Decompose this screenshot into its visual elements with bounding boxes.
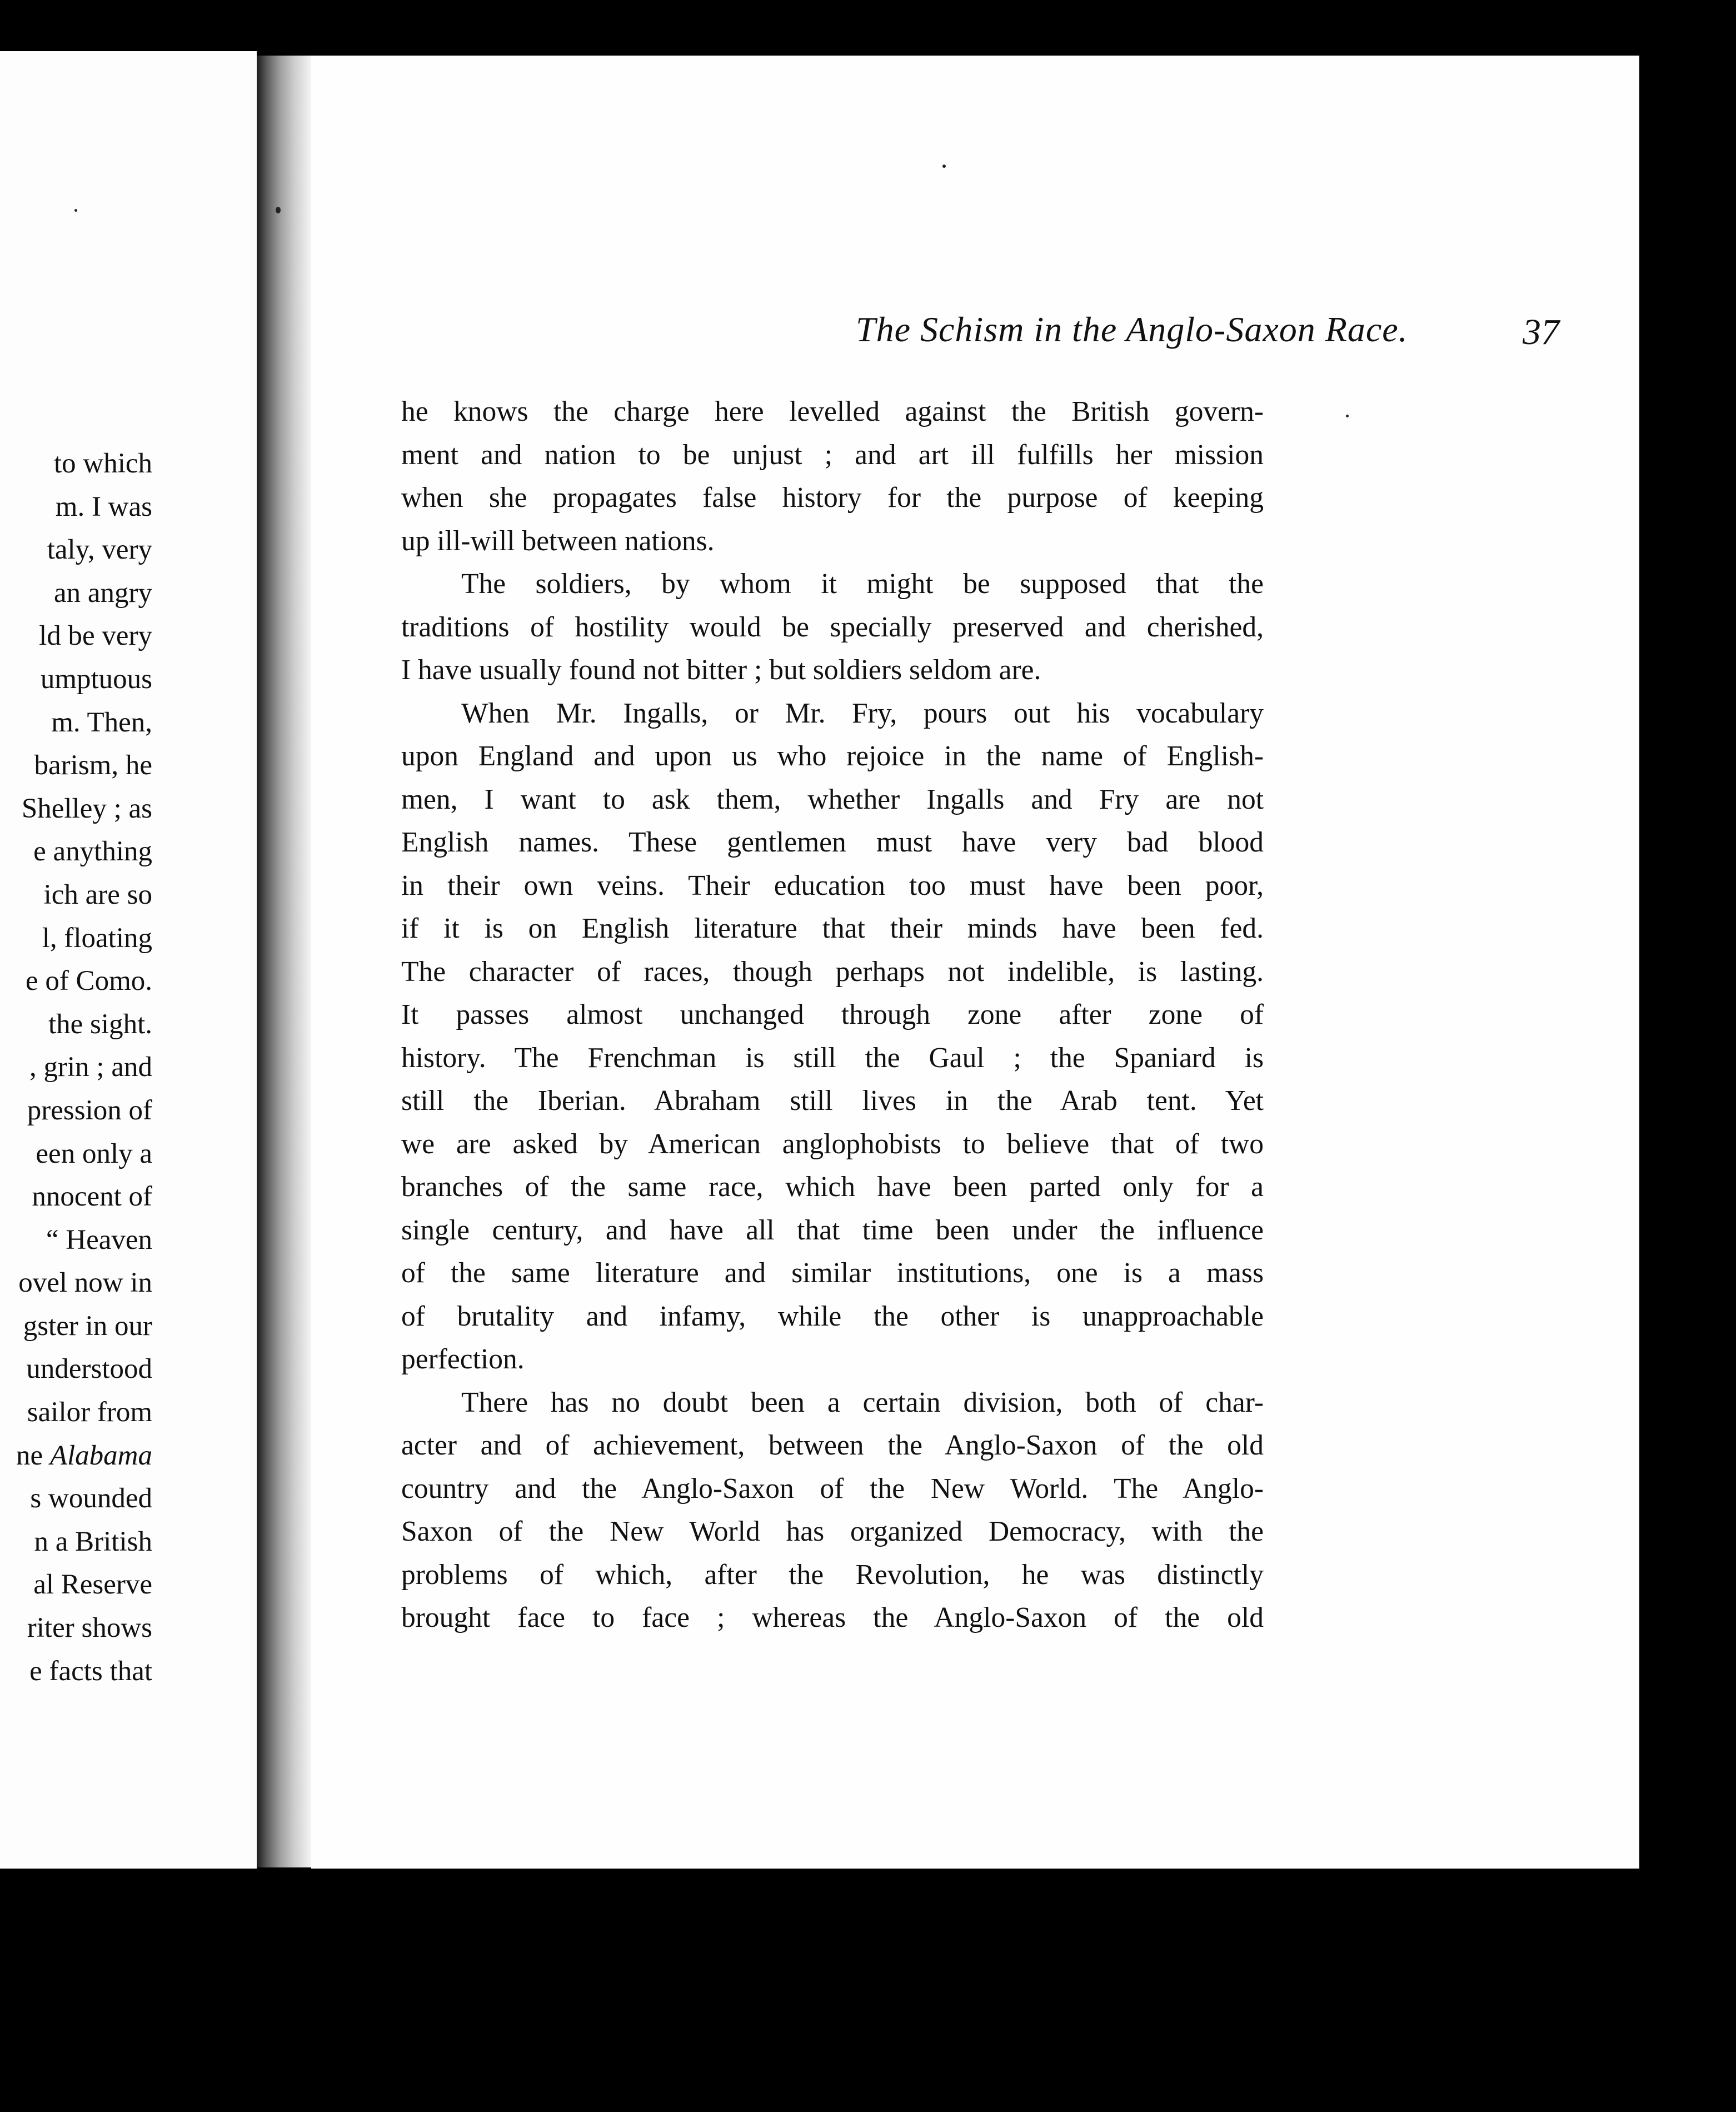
previous-page-line: ich are so xyxy=(43,879,152,910)
previous-page-line: s wounded xyxy=(30,1483,152,1515)
scan-speck xyxy=(74,209,77,212)
previous-page-line: ovel now in xyxy=(18,1267,152,1299)
previous-page-line: al Reserve xyxy=(33,1569,152,1601)
body-text-line: upon England and upon us who rejoice in the name of English- xyxy=(401,740,1264,772)
body-text-line: Saxon of the New World has organized Democracy, with the xyxy=(401,1516,1264,1547)
scan-speck xyxy=(276,207,281,213)
body-text-line: English names. These gentlemen must have very bad blood xyxy=(401,826,1264,858)
previous-page-line: an angry xyxy=(53,577,152,609)
body-text-line: when she propagates false history for the purpose of keeping xyxy=(401,482,1264,514)
previous-page-text-column xyxy=(0,442,152,1693)
page-number: 37 xyxy=(1523,312,1559,352)
body-text-line: acter and of achievement, between the Anglo-Saxon of the old xyxy=(401,1429,1264,1461)
previous-page-line: pression of xyxy=(27,1094,152,1126)
body-text-line: perfection. xyxy=(401,1343,525,1375)
previous-page-line: gster in our xyxy=(23,1310,152,1342)
body-text-line: branches of the same race, which have been parted only for a xyxy=(401,1171,1264,1203)
scan-speck xyxy=(942,165,946,168)
body-text-line: problems of which, after the Revolution, he was distinctly xyxy=(401,1558,1264,1591)
previous-page-line: , grin ; and xyxy=(29,1052,152,1083)
previous-page-line: the sight. xyxy=(48,1008,152,1040)
body-text-column xyxy=(401,390,1264,1640)
body-text-line: There has no doubt been a certain division, both of char- xyxy=(461,1386,1264,1418)
body-text-line: history. The Frenchman is still the Gaul ; the Spaniard is xyxy=(401,1042,1264,1074)
body-text-line: When Mr. Ingalls, or Mr. Fry, pours out his vocabulary xyxy=(461,697,1264,729)
body-text-line: The character of races, though perhaps not indelible, is lasting. xyxy=(401,955,1264,988)
previous-page-line: riter shows xyxy=(27,1612,152,1644)
previous-page-line: m. I was xyxy=(55,491,152,522)
body-text-line: still the Iberian. Abraham still lives in the Arab tent. Yet xyxy=(401,1085,1264,1117)
scan-speck xyxy=(1346,415,1349,417)
previous-page-line: m. Then, xyxy=(51,706,152,738)
previous-page-line: l, floating xyxy=(42,922,152,954)
previous-page-line: sailor from xyxy=(27,1397,152,1428)
previous-page-line: Shelley ; as xyxy=(21,793,152,824)
body-text-line: traditions of hostility would be specially preserved and cherished, xyxy=(401,611,1264,643)
body-text-line: he knows the charge here levelled against the British govern- xyxy=(401,396,1264,427)
previous-page-line: nnocent of xyxy=(32,1181,152,1213)
previous-page-line: barism, he xyxy=(34,750,152,781)
body-text-line: single century, and have all that time been under the influence xyxy=(401,1214,1264,1246)
body-text-line: if it is on English literature that their minds have been fed. xyxy=(401,913,1264,944)
body-text-line: in their own veins. Their education too must have been poor, xyxy=(401,869,1264,901)
body-text-line: men, I want to ask them, whether Ingalls and Fry are not xyxy=(401,783,1264,815)
current-page xyxy=(311,56,1639,1869)
previous-page-line: e facts that xyxy=(29,1655,152,1687)
previous-page-line: ne Alabama xyxy=(16,1439,152,1471)
body-text-line: I have usually found not bitter ; but soldiers seldom are. xyxy=(401,654,1041,686)
body-text-line: ment and nation to be unjust ; and art ill fulfills her mission xyxy=(401,439,1264,471)
previous-page-line: understood xyxy=(26,1353,152,1385)
body-text-line: we are asked by American anglophobists to believe that of two xyxy=(401,1128,1264,1160)
previous-page-line: “ Heaven xyxy=(46,1224,152,1256)
body-text-line: brought face to face ; whereas the Anglo-Saxon of the old xyxy=(401,1602,1264,1633)
body-text-line: of the same literature and similar institutions, one is a mass xyxy=(401,1257,1264,1289)
body-text-line: The soldiers, by whom it might be supposed that the xyxy=(461,568,1264,600)
body-text-line: It passes almost unchanged through zone after zone of xyxy=(401,999,1264,1030)
previous-page-line: een only a xyxy=(36,1138,152,1169)
book-gutter-shadow xyxy=(257,56,311,1867)
body-text-line: country and the Anglo-Saxon of the New World. The Anglo- xyxy=(401,1472,1264,1505)
previous-page-line: n a British xyxy=(34,1526,152,1557)
previous-page-line: to which xyxy=(53,448,152,479)
previous-page-line: e anything xyxy=(33,836,152,868)
previous-page-line: umptuous xyxy=(40,663,152,695)
previous-page xyxy=(0,51,257,1869)
running-head: The Schism in the Anglo-Saxon Race. xyxy=(856,310,1408,349)
body-text-line: of brutality and infamy, while the other is unapproachable xyxy=(401,1300,1264,1332)
body-text-line: up ill-will between nations. xyxy=(401,525,715,557)
previous-page-line: taly, very xyxy=(47,534,152,566)
previous-page-line: ld be very xyxy=(39,620,152,652)
previous-page-line: e of Como. xyxy=(25,965,152,997)
